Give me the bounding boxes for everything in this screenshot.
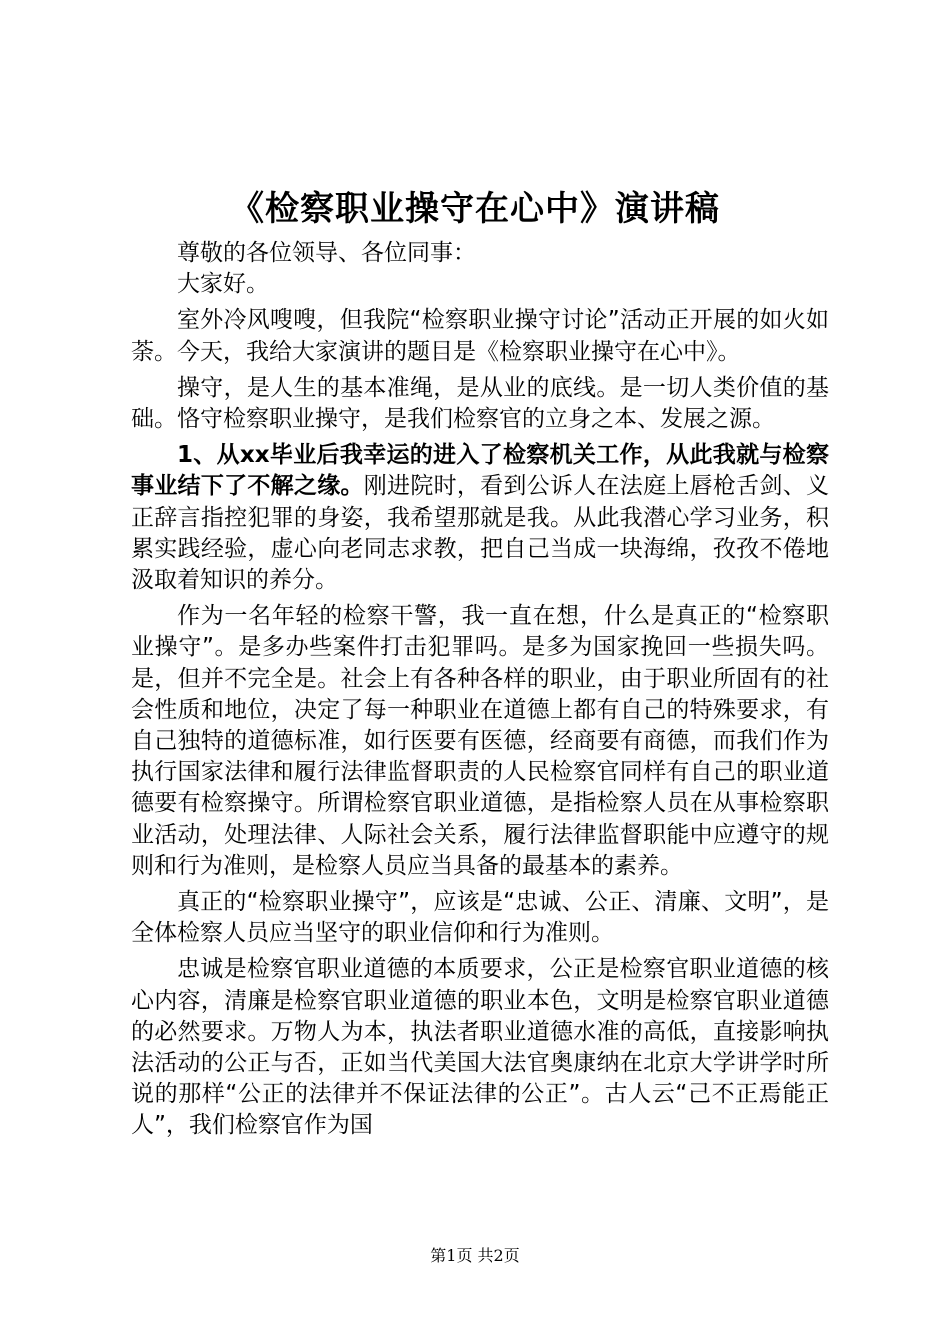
paragraph-numbered-1 bbox=[131, 440, 829, 596]
document-body bbox=[131, 238, 829, 1142]
paragraph-loyalty: 忠诚是检察官职业道德的本质要求，公正是检察官职业道德的核心内容，清廉是检察官职业道德的职业本色，文明是检察官职业道德的必然要求。万物人为本，执法者职业道德水准的高低，直接影响执法活动的公正与否，正如当代美国大法官奥康纳在北京大学讲学时所说的那样“公正的法律并不保证法律的公正”。古人云“己不正焉能正人”，我们检察官作为国 bbox=[131, 956, 829, 1139]
document-title: 《检察职业操守在心中》演讲稿 bbox=[230, 189, 720, 229]
paragraph-numbered-1-rest: 刚进院时，看到公诉人在法庭上唇枪舌剑、义正辞言指控犯罪的身姿，我希望那就是我。从此我潜心学习业务，积累实践经验，虚心向老同志求教，把自己当成一块海绵，孜孜不倦地汲取着知识的养分。 bbox=[131, 473, 830, 594]
paragraph-true-integrity: 真正的“检察职业操守”，应该是“忠诚、公正、清廉、文明”，是全体检察人员应当坚守的职业信仰和行为准则。 bbox=[131, 889, 829, 947]
paragraph-what-is-integrity: 作为一名年轻的检察干警，我一直在想，什么是真正的“检察职业操守”。是多办些案件打击犯罪吗。是多为国家挽回一些损失吗。是，但并不完全是。社会上有各种各样的职业，由于职业所固有的社会性质和地位，决定了每一种职业在道德上都有自己的特殊要求，有自己独特的道德标准，如行医要有医德，经商要有商德，而我们作为执行国家法律和履行法律监督职责的人民检察官同样有自己的职业道德要有检察操守。所谓检察官职业道德，是指检察人员在从事检察职业活动，处理法律、人际社会关系，履行法律监督职能中应遵守的规则和行为准则，是检察人员应当具备的最基本的素养。 bbox=[131, 603, 829, 879]
paragraph-integrity: 操守，是人生的基本准绳，是从业的底线。是一切人类价值的基础。恪守检察职业操守，是我们检察官的立身之本、发展之源。 bbox=[131, 374, 829, 433]
paragraph-intro: 室外冷风嗖嗖，但我院“检察职业操守讨论”活动正开展的如火如荼。今天，我给大家演讲的题目是《检察职业操守在心中》。 bbox=[131, 307, 829, 365]
greeting: 大家好。 bbox=[177, 271, 269, 298]
salutation: 尊敬的各位领导、各位同事： bbox=[177, 240, 476, 266]
paragraph-numbered-1-lead: 1、从xx毕业后我幸运的进入了检察机关工作，从此我就与检察事业结下了不解之缘。 bbox=[131, 442, 829, 500]
page-number-footer: 第1页 共2页 bbox=[430, 1246, 520, 1265]
